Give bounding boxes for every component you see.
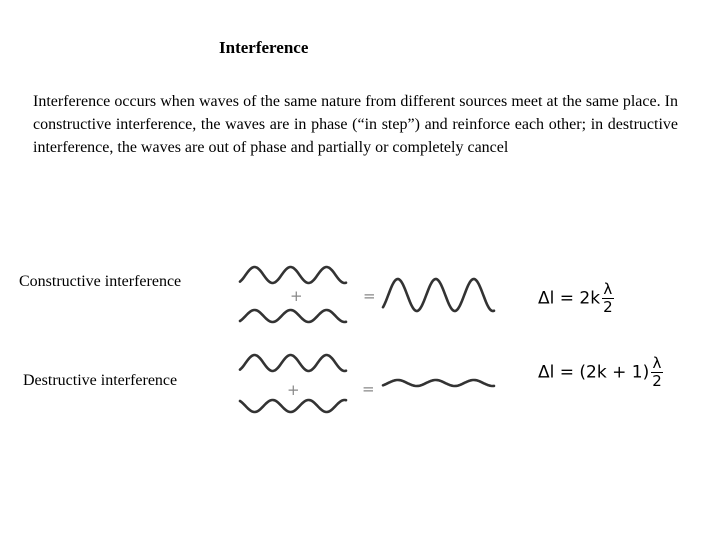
page-title: Interference — [219, 38, 309, 57]
destructive-plus: + — [287, 381, 300, 399]
constructive-fraction — [602, 281, 614, 316]
constructive-fraction-denominator: 2 — [603, 298, 613, 316]
destructive-fraction-numerator: λ — [652, 354, 662, 372]
destructive-fraction — [651, 355, 663, 390]
constructive-plus: + — [290, 287, 303, 305]
constructive-formula-lhs: Δl = 2k — [538, 288, 601, 309]
constructive-equals: = — [363, 287, 376, 305]
destructive-label: Destructive interference — [23, 372, 178, 389]
destructive-fraction-denominator: 2 — [652, 372, 662, 390]
destructive-wave-2 — [240, 400, 346, 412]
destructive-wave-1 — [240, 355, 346, 371]
constructive-formula — [538, 281, 614, 316]
destructive-formula-lhs: Δl = (2k + 1) — [538, 362, 650, 383]
destructive-equals: = — [362, 380, 375, 398]
constructive-label: Constructive interference — [19, 273, 182, 290]
destructive-result-wave — [383, 380, 494, 386]
constructive-result-wave — [383, 279, 494, 311]
constructive-wave-1 — [240, 267, 346, 283]
constructive-fraction-numerator: λ — [603, 280, 613, 298]
description-paragraph: Interference occurs when waves of the same nature from different sources meet at the same place. In constructive interference, the waves are in phase (“in step”) and reinforce each other; in destructive interference, the waves are out of phase and partially or completely cancel — [33, 93, 678, 156]
destructive-formula — [538, 355, 663, 390]
constructive-wave-2 — [240, 310, 346, 322]
